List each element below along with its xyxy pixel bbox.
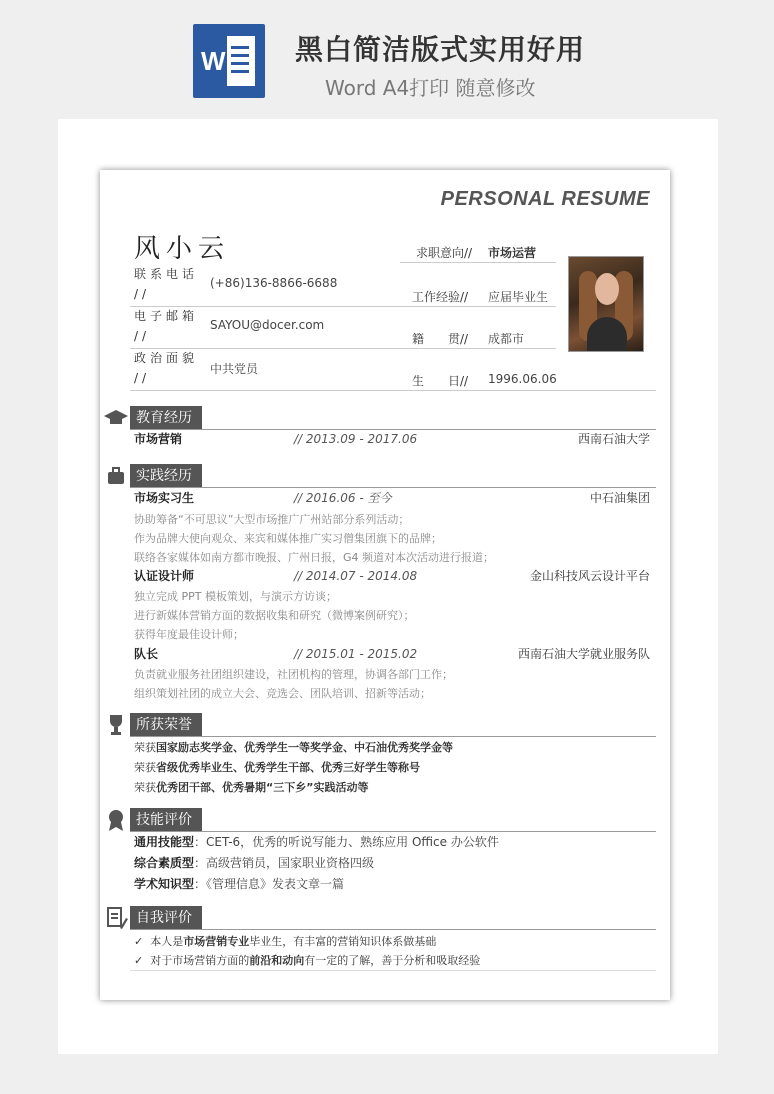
section-title: 技能评价 [130, 808, 202, 832]
section-skills [100, 808, 670, 832]
contact-sep-email: // [134, 329, 151, 343]
honor-line: 荣获优秀团干部、优秀暑期“三下乡”实践活动等 [134, 781, 369, 794]
divider [400, 262, 556, 263]
education-major: 市场营销 [134, 432, 183, 446]
fact-label-birthday: 生 日// [412, 374, 469, 388]
intent-value: 市场运营 [488, 246, 537, 260]
top-banner [0, 0, 774, 110]
resume-heading: PERSONAL RESUME [440, 188, 650, 210]
contact-email: SAYOU@docer.com [210, 318, 325, 332]
skill-line: 综合素质型：高级营销员，国家职业资格四级 [134, 856, 375, 870]
section-title: 自我评价 [130, 906, 202, 930]
practice-row [134, 567, 650, 585]
medal-icon [102, 808, 130, 832]
practice-org: 金山科技风云设计平台 [529, 569, 650, 583]
practice-role: 认证设计师 [134, 569, 195, 583]
practice-org: 西南石油大学就业服务队 [517, 647, 650, 661]
practice-row [134, 489, 650, 507]
divider [130, 970, 656, 971]
divider [130, 348, 556, 349]
section-honors [100, 713, 670, 737]
section-title: 实践经历 [130, 464, 202, 488]
practice-line: 独立完成 PPT 模板策划，与演示方访谈； [134, 590, 337, 603]
practice-line: 协助筹备“不可思议”大型市场推广广州站部分系列活动； [134, 513, 410, 526]
resume-sheet [100, 170, 670, 1000]
practice-line: 联络各家媒体如南方都市晚报、广州日报，G4 频道对本次活动进行报道； [134, 551, 495, 564]
briefcase-icon [102, 464, 130, 488]
banner-subtitle: Word A4打印 随意修改 [325, 76, 536, 100]
graduation-cap-icon [102, 406, 130, 430]
practice-role: 队长 [134, 647, 159, 661]
fact-birthday: 1996.06.06 [488, 372, 557, 386]
contact-politics: 中共党员 [210, 362, 259, 376]
divider [130, 306, 556, 307]
practice-line: 负责就业服务社团组织建设，社团机构的管理，协调各部门工作； [134, 668, 453, 681]
section-education [100, 406, 670, 430]
section-title: 教育经历 [130, 406, 202, 430]
contact-label-email: 电子邮箱 [134, 309, 199, 323]
skill-line: 学术知识型：《管理信息》发表文章一篇 [134, 877, 345, 891]
contact-sep-phone: // [134, 287, 151, 301]
section-self-evaluation [100, 906, 670, 930]
intent-label: 求职意向// [416, 246, 473, 260]
fact-hometown: 成都市 [488, 332, 525, 346]
practice-date: // 2015.01 - 2015.02 [294, 647, 418, 661]
practice-line: 进行新媒体营销方面的数据收集和研究（微博案例研究）； [134, 609, 415, 622]
contact-label-politics: 政治面貌 [134, 351, 199, 365]
practice-date: // 2014.07 - 2014.08 [294, 569, 418, 583]
word-app-icon [193, 24, 265, 98]
honor-line: 荣获国家励志奖学金、优秀学生一等奖学金、中石油优秀奖学金等 [134, 741, 453, 754]
practice-org: 中石油集团 [589, 491, 650, 505]
self-eval-line: ✓ 对于市场营销方面的前沿和动向有一定的了解，善于分析和吸取经验 [134, 954, 481, 967]
education-school: 西南石油大学 [577, 432, 650, 446]
profile-photo [568, 256, 644, 352]
honor-line: 荣获省级优秀毕业生、优秀学生干部、优秀三好学生等称号 [134, 761, 420, 774]
divider [130, 390, 656, 391]
practice-role: 市场实习生 [134, 491, 195, 505]
practice-line: 组织策划社团的成立大会、竞选会、团队培训、招新等活动； [134, 687, 431, 700]
contact-sep-politics: // [134, 371, 151, 385]
banner-title: 黑白简洁版式实用好用 [295, 33, 586, 66]
fact-label-hometown: 籍 贯// [412, 332, 469, 346]
contact-label-phone: 联系电话 [134, 267, 199, 281]
practice-line: 获得年度最佳设计师； [134, 628, 244, 641]
self-eval-line: ✓ 本人是市场营销专业毕业生，有丰富的营销知识体系做基础 [134, 935, 437, 948]
education-row [134, 430, 650, 448]
document-pen-icon [102, 906, 130, 930]
fact-experience: 应届毕业生 [488, 290, 549, 304]
practice-line: 作为品牌大使向观众、来宾和媒体推广实习僧集团旗下的品牌； [134, 532, 442, 545]
section-practice [100, 464, 670, 488]
section-title: 所获荣誉 [130, 713, 202, 737]
skill-line: 通用技能型：CET-6，优秀的听说写能力、熟练应用 Office 办公软件 [134, 835, 499, 849]
practice-date: // 2016.06 - 至今 [294, 491, 392, 505]
fact-label-experience: 工作经验// [412, 290, 469, 304]
education-date: // 2013.09 - 2017.06 [294, 432, 418, 446]
word-logo-letter: W [201, 46, 226, 76]
contact-phone: (+86)136-8866-6688 [210, 276, 338, 290]
candidate-name: 风小云 [134, 234, 231, 264]
trophy-icon [102, 713, 130, 737]
practice-row [134, 645, 650, 663]
